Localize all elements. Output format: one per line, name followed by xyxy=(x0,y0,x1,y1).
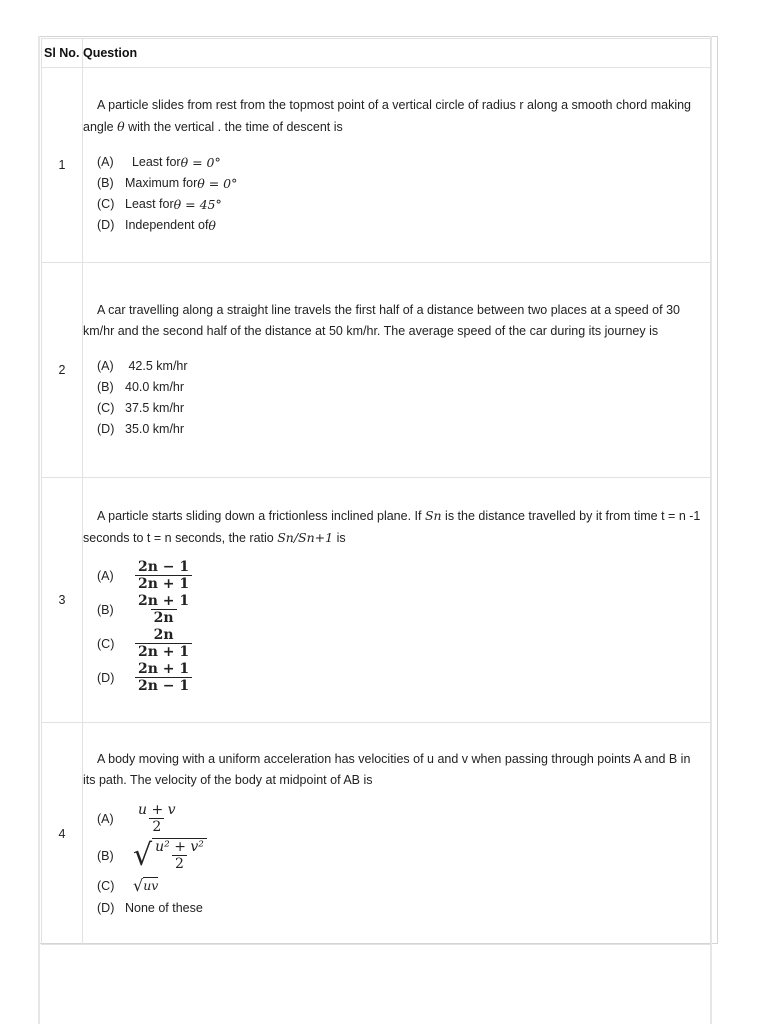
options-list xyxy=(83,152,710,236)
option: (C) Least for θ = 45° xyxy=(97,196,222,212)
option: (C) 37.5 km/hr xyxy=(97,401,185,415)
option: (D) $\frac{2n + 1}{2n - 1}$ xyxy=(97,661,710,695)
option: (A) $\frac{u + v}{2}$ xyxy=(97,801,710,837)
question-cell xyxy=(83,723,711,945)
option: (A) $\frac{2n - 1}{2n + 1}$ xyxy=(97,559,710,593)
option: (D) 35.0 km/hr xyxy=(97,422,185,436)
option: (C) √ uv xyxy=(97,875,159,895)
table-row xyxy=(42,478,711,723)
fraction: $\frac{u + v}{2}$ xyxy=(138,801,176,835)
question-number: 1 xyxy=(42,68,83,263)
table-row xyxy=(42,68,711,263)
question-number: 4 xyxy=(42,723,83,945)
question-text: A particle slides from rest from the topmost point of a vertical circle of radius r along a smooth chord making angle θ with the vertical . the time of descent is xyxy=(83,97,692,134)
fraction: $\frac{2n + 1}{2n - 1}$ xyxy=(135,661,192,695)
options-list xyxy=(83,801,710,919)
header-sl-no: Sl No. xyxy=(42,39,83,68)
option: (A) 42.5 km/hr xyxy=(97,359,188,373)
option: (B) Maximum for θ = 0° xyxy=(97,175,238,191)
fraction: $\frac{2n - 1}{2n + 1}$ xyxy=(135,559,192,593)
square-root: √ uv xyxy=(133,875,159,895)
option: (D) None of these xyxy=(97,900,203,915)
option: (A) Least for θ = 0° xyxy=(97,154,221,170)
symbol-ratio: Sn/Sn+1 xyxy=(277,530,334,545)
table-row xyxy=(42,723,711,945)
options-list xyxy=(83,356,710,440)
square-root: √ $\frac{\text{u² + v²}}{2}$ xyxy=(133,838,207,874)
options-list xyxy=(83,559,710,695)
option: (C) $\frac{2n}{2n + 1}$ xyxy=(97,627,710,661)
questions-table xyxy=(41,38,711,945)
question-number: 2 xyxy=(42,263,83,478)
table-row xyxy=(42,263,711,478)
header-question: Question xyxy=(83,39,711,68)
option: (B) $\frac{2n + 1}{2n}$ xyxy=(97,593,710,627)
page-divider-left xyxy=(38,36,40,1024)
symbol-sn: Sn xyxy=(424,508,442,523)
question-text: A body moving with a uniform acceleration has velocities of u and v when passing through points A and B in its path. The velocity of the body at midpoint of AB is xyxy=(83,751,691,787)
question-text: A particle starts sliding down a frictionless inclined plane. If Sn is the distance travelled by it from time t = n -1 seconds to t = n seconds, the ratio Sn/Sn+1 is xyxy=(83,508,701,545)
question-cell xyxy=(83,263,711,478)
option: (B) √ $\frac{\text{u² + v²}}{2}$ xyxy=(97,837,710,875)
question-number: 3 xyxy=(42,478,83,723)
fraction: $\frac{\text{u² + v²}}{2}$ xyxy=(155,838,204,872)
question-cell xyxy=(83,478,711,723)
question-cell xyxy=(83,68,711,263)
option: (B) 40.0 km/hr xyxy=(97,380,185,394)
fraction: $\frac{2n + 1}{2n}$ xyxy=(138,593,190,626)
option: (D) Independent of θ xyxy=(97,217,216,233)
table-header-row xyxy=(42,39,711,68)
question-text: A car travelling along a straight line travels the first half of a distance between two places at a speed of 30 km/hr and the second half of the distance at 50 km/hr. The average speed of the car during its journey is xyxy=(83,303,680,338)
fraction: $\frac{2n}{2n + 1}$ xyxy=(135,627,192,661)
